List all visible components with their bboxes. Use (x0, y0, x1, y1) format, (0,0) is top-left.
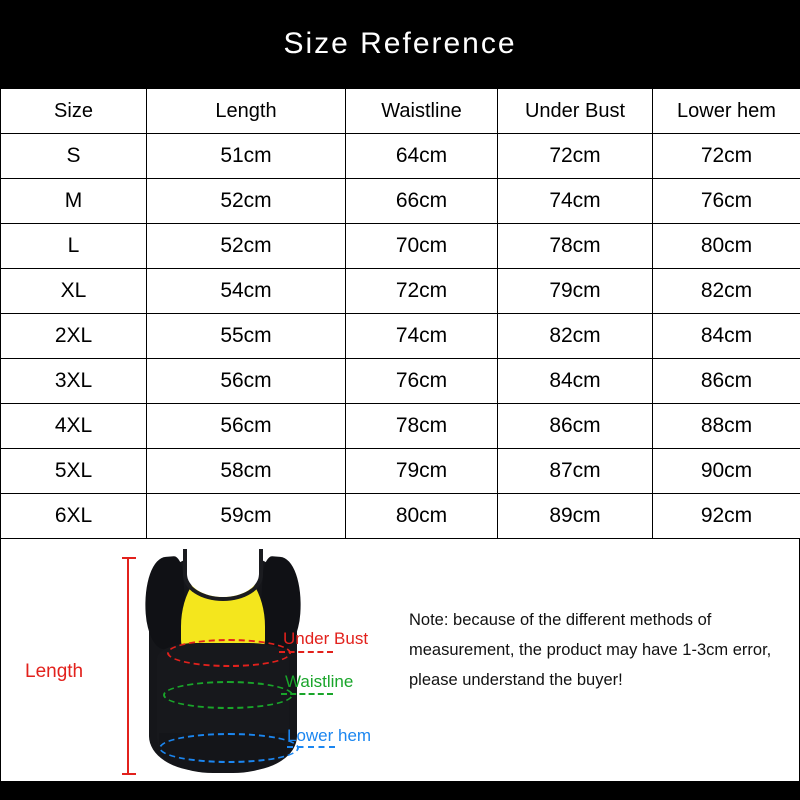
cell-waistline: 79cm (346, 449, 498, 494)
cell-under-bust: 87cm (498, 449, 653, 494)
cell-size: XL (1, 269, 147, 314)
cell-under-bust: 72cm (498, 134, 653, 179)
cell-length: 56cm (147, 404, 346, 449)
lower-hem-label: Lower hem (287, 726, 372, 745)
cell-waistline: 66cm (346, 179, 498, 224)
cell-waistline: 72cm (346, 269, 498, 314)
cell-lower-hem: 92cm (653, 494, 800, 539)
table-row (1, 134, 800, 179)
cell-size: M (1, 179, 147, 224)
cell-under-bust: 86cm (498, 404, 653, 449)
cell-under-bust: 79cm (498, 269, 653, 314)
lower-hem-leader-line (287, 746, 335, 748)
cell-size: 6XL (1, 494, 147, 539)
cell-size: L (1, 224, 147, 269)
cell-lower-hem: 84cm (653, 314, 800, 359)
column-header-lower-hem: Lower hem (653, 89, 800, 134)
under-bust-leader-line (279, 651, 333, 653)
waistline-leader-line (281, 693, 333, 695)
cell-length: 59cm (147, 494, 346, 539)
column-header-under-bust: Under Bust (498, 89, 653, 134)
cell-waistline: 70cm (346, 224, 498, 269)
cell-length: 54cm (147, 269, 346, 314)
waistline-measure-line (163, 681, 293, 709)
column-header-length: Length (147, 89, 346, 134)
cell-waistline: 64cm (346, 134, 498, 179)
table-row (1, 359, 800, 404)
garment-neck-trim (183, 549, 263, 601)
cell-length: 51cm (147, 134, 346, 179)
cell-waistline: 78cm (346, 404, 498, 449)
cell-under-bust: 82cm (498, 314, 653, 359)
column-header-size: Size (1, 89, 147, 134)
cell-under-bust: 89cm (498, 494, 653, 539)
measurement-diagram-panel (0, 539, 800, 782)
cell-lower-hem: 72cm (653, 134, 800, 179)
size-table (0, 88, 800, 539)
cell-lower-hem: 88cm (653, 404, 800, 449)
table-row (1, 179, 800, 224)
cell-waistline: 76cm (346, 359, 498, 404)
cell-length: 55cm (147, 314, 346, 359)
table-row (1, 314, 800, 359)
cell-lower-hem: 76cm (653, 179, 800, 224)
cell-under-bust: 78cm (498, 224, 653, 269)
cell-size: 4XL (1, 404, 147, 449)
length-label: Length (25, 661, 84, 682)
lower-hem-measure-line (159, 733, 299, 763)
title-bar (0, 0, 800, 88)
column-header-waistline: Waistline (346, 89, 498, 134)
table-row (1, 404, 800, 449)
table-row (1, 269, 800, 314)
page-title: Size Reference (283, 27, 517, 60)
garment-illustration (25, 547, 409, 779)
cell-size: S (1, 134, 147, 179)
under-bust-label: Under Bust (283, 629, 369, 648)
cell-lower-hem: 80cm (653, 224, 800, 269)
table-header-row (1, 89, 800, 134)
cell-length: 58cm (147, 449, 346, 494)
cell-size: 5XL (1, 449, 147, 494)
cell-length: 52cm (147, 224, 346, 269)
waistline-label: Waistline (285, 672, 354, 691)
table-row (1, 224, 800, 269)
cell-lower-hem: 86cm (653, 359, 800, 404)
length-arrow-icon (25, 557, 129, 775)
cell-under-bust: 84cm (498, 359, 653, 404)
cell-lower-hem: 90cm (653, 449, 800, 494)
table-row (1, 449, 800, 494)
cell-waistline: 80cm (346, 494, 498, 539)
measurement-note: Note: because of the different methods of measurement, the product may have 1-3cm error, please understand the buyer! (409, 611, 772, 689)
under-bust-measure-line (167, 639, 291, 667)
cell-length: 56cm (147, 359, 346, 404)
size-table-container (0, 88, 800, 539)
cell-length: 52cm (147, 179, 346, 224)
cell-lower-hem: 82cm (653, 269, 800, 314)
cell-waistline: 74cm (346, 314, 498, 359)
cell-under-bust: 74cm (498, 179, 653, 224)
cell-size: 2XL (1, 314, 147, 359)
table-row (1, 494, 800, 539)
cell-size: 3XL (1, 359, 147, 404)
